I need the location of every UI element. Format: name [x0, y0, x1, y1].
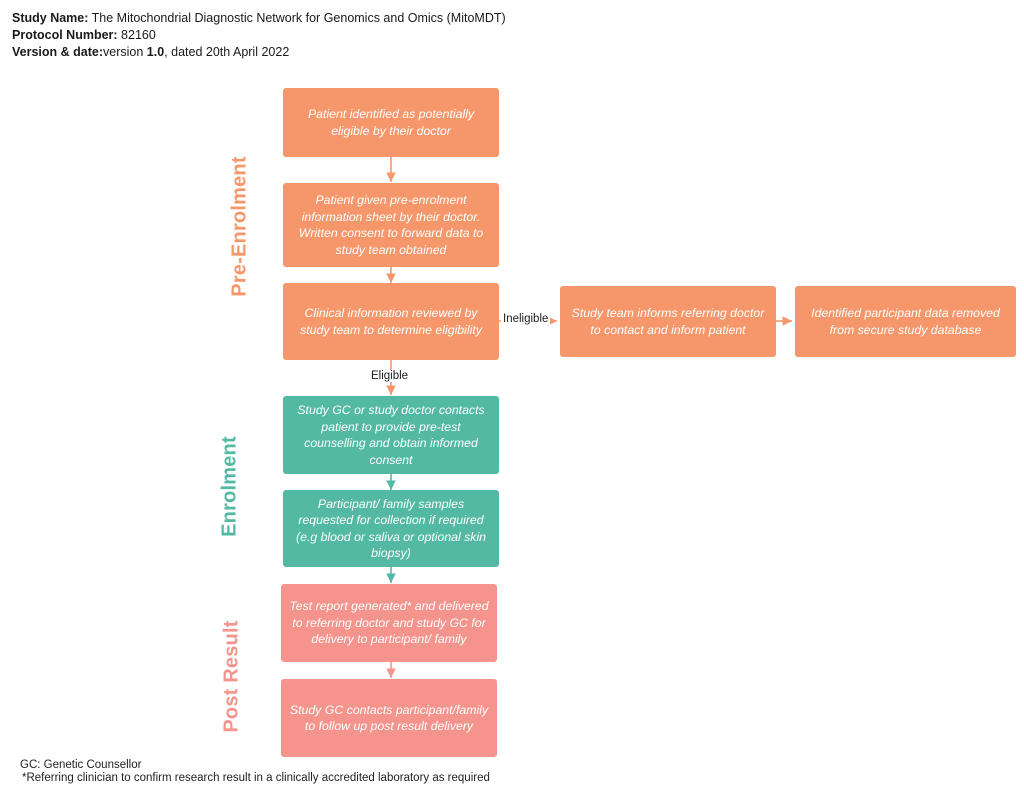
node-data-removed-from-database	[795, 286, 1016, 357]
node-patient-identified	[283, 88, 499, 157]
version-value-pre: version	[103, 45, 147, 59]
node-text: Study GC contacts participant/family to follow up post result delivery	[289, 702, 489, 733]
node-clinical-information-reviewed	[283, 283, 499, 360]
phase-label-text: Enrolment	[218, 436, 241, 537]
node-text: Clinical information reviewed by study team to determine eligibility	[300, 306, 482, 337]
node-samples-requested	[283, 490, 499, 567]
phase-label-text: Pre-Enrolment	[228, 156, 251, 297]
phase-label-pre-enrolment	[229, 147, 252, 307]
phase-label-text: Post Result	[220, 620, 243, 733]
footnote-text: *Referring clinician to confirm research result in a clinically accredited laboratory as required	[22, 772, 490, 784]
node-text: Test report generated* and delivered to referring doctor and study GC for delivery to participant/ family	[289, 599, 489, 647]
node-pre-enrolment-information-sheet	[283, 183, 499, 267]
node-text: Study team informs referring doctor to contact and inform patient	[571, 306, 765, 337]
phase-label-post-result	[221, 597, 244, 757]
node-study-team-informs-doctor	[560, 286, 776, 357]
protocol-number-label: Protocol Number:	[12, 28, 118, 42]
node-text: Study GC or study doctor contacts patient to provide pre-test counselling and obtain informed consent	[297, 403, 485, 467]
node-pre-test-counselling	[283, 396, 499, 474]
node-text: Patient identified as potentially eligible by their doctor	[307, 107, 475, 138]
node-follow-up-post-result	[281, 679, 497, 757]
node-text: Identified participant data removed from secure study database	[811, 306, 1000, 337]
node-test-report-generated	[281, 584, 497, 662]
version-date-label: Version & date:	[12, 45, 103, 59]
version-value-post: , dated 20th April 2022	[164, 45, 290, 59]
phase-label-enrolment	[219, 407, 242, 567]
protocol-number-value: 82160	[121, 28, 156, 42]
edge-label-eligible	[369, 370, 410, 382]
study-name-label: Study Name:	[12, 11, 89, 25]
edge-label-text: Eligible	[371, 370, 409, 382]
study-name-value: The Mitochondrial Diagnostic Network for Genomics and Omics (MitoMDT)	[91, 11, 506, 25]
node-text: Patient given pre-enrolment information sheet by their doctor. Written consent to forward data to study team obtained	[298, 193, 484, 257]
version-value-number: 1.0	[146, 45, 165, 59]
edge-label-ineligible	[501, 313, 550, 325]
edge-label-text: Ineligible	[503, 313, 549, 325]
footnote-text: GC: Genetic Counsellor	[20, 759, 142, 771]
footnote-gc	[20, 759, 141, 771]
node-text: Participant/ family samples requested for collection if required (e.g blood or saliva or optional skin biopsy)	[295, 496, 487, 560]
footnote-referring-clinician	[22, 772, 490, 784]
